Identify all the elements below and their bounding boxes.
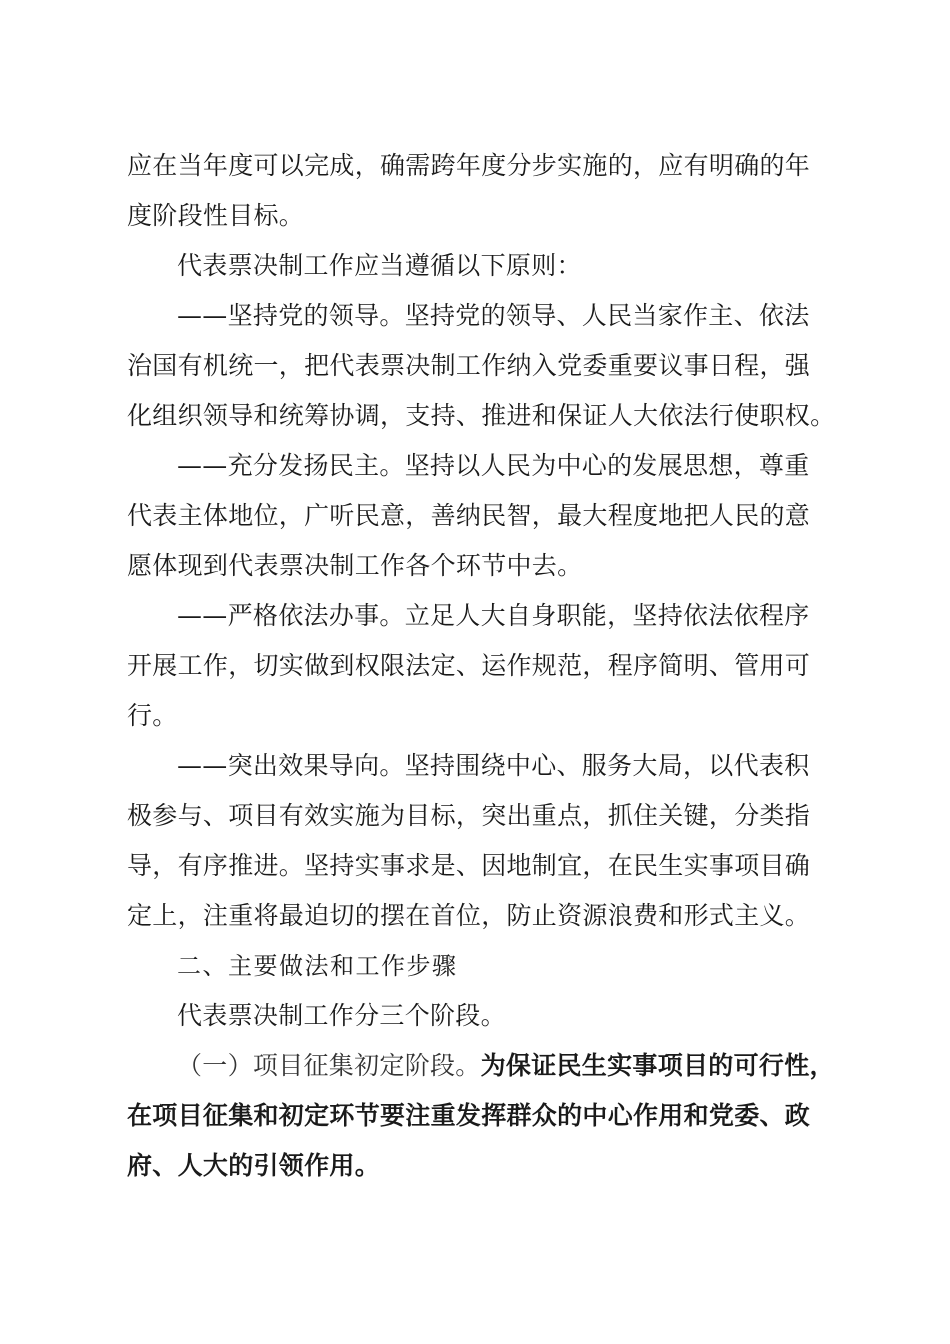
subsection-line: [177, 1049, 835, 1083]
paragraph-intro: 代表票决制工作应当遵循以下原则：: [177, 251, 582, 280]
principle-1-line: 治国有机统一，把代表票决制工作纳入党委重要议事日程，强: [127, 351, 811, 380]
principle-2-line: ——充分发扬民主。坚持以人民为中心的发展思想，尊重: [177, 451, 810, 480]
principle-1-line: ——坚持党的领导。坚持党的领导、人民当家作主、依法: [177, 301, 810, 330]
principle-3-line: 行。: [127, 701, 178, 730]
principle-4-line: 定上，注重将最迫切的摆在首位，防止资源浪费和形式主义。: [127, 901, 811, 930]
principle-3-line: 开展工作，切实做到权限法定、运作规范，程序简明、管用可: [127, 651, 811, 680]
section-heading: 二、主要做法和工作步骤: [177, 952, 458, 980]
principle-4-line: 导，有序推进。坚持实事求是、因地制宜，在民生实事项目确: [127, 851, 811, 880]
principle-4-line: 极参与、项目有效实施为目标，突出重点，抓住关键，分类指: [127, 801, 811, 830]
body-line: 度阶段性目标。: [127, 201, 305, 230]
subsection-heading: （一）项目征集初定阶段。: [177, 1051, 481, 1080]
principle-2-line: 愿体现到代表票决制工作各个环节中去。: [127, 551, 583, 580]
body-line: 府、人大的引领作用。: [127, 1151, 381, 1180]
principle-2-line: 代表主体地位，广听民意，善纳民智，最大程度地把人民的意: [127, 501, 811, 530]
principle-4-line: ——突出效果导向。坚持围绕中心、服务大局，以代表积: [177, 751, 810, 780]
principle-1-line: 化组织领导和统筹协调，支持、推进和保证人大依法行使职权。: [127, 401, 836, 430]
principle-3-line: ——严格依法办事。立足人大自身职能，坚持依法依程序: [177, 601, 810, 630]
body-line: 应在当年度可以完成，确需跨年度分步实施的，应有明确的年: [127, 151, 811, 180]
subsection-text: 为保证民生实事项目的可行性，: [480, 1051, 835, 1080]
body-line: 在项目征集和初定环节要注重发挥群众的中心作用和党委、政: [127, 1101, 811, 1130]
body-line: 代表票决制工作分三个阶段。: [177, 1001, 506, 1030]
